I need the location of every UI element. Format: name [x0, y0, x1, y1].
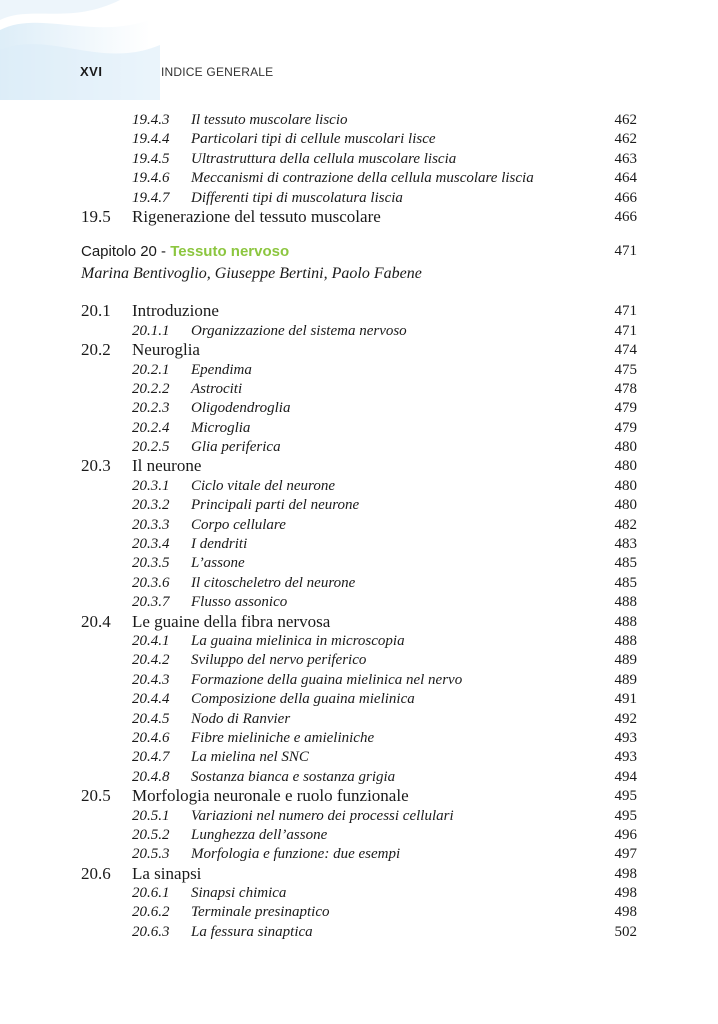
toc-entry-num: 19.5 [81, 206, 111, 226]
toc-entry-title: Corpo cellulare [191, 516, 286, 533]
toc-entry-page: 482 [614, 516, 637, 533]
toc-entry-page: 493 [614, 729, 637, 746]
toc-entry-num: 20.5.1 [132, 807, 170, 824]
toc-entry-num: 20.2.1 [132, 361, 170, 378]
page-number: XVI [80, 64, 103, 79]
toc-entry-title: Meccanismi di contrazione della cellula muscolare liscia [191, 170, 534, 187]
toc-entry-title: Nodo di Ranvier [191, 710, 291, 727]
toc-entry-num: 19.4.5 [132, 150, 170, 167]
toc-entry-title: Sinapsi chimica [191, 885, 287, 902]
chapter-heading [0, 241, 718, 265]
toc-entry-page: 498 [614, 885, 637, 902]
toc-entry-page: 491 [614, 691, 637, 708]
toc-entry-page: 488 [614, 632, 637, 649]
toc-entry-title: Differenti tipi di muscolatura liscia [191, 189, 403, 206]
toc-entry-page: 488 [614, 594, 637, 611]
toc-entry-page: 495 [614, 788, 637, 805]
page-header [0, 64, 718, 84]
toc-entry-page: 483 [614, 536, 637, 553]
toc-entry-title: Il neurone [132, 456, 202, 476]
toc-entry-page: 463 [614, 150, 637, 167]
toc-entry-num: 20.3.3 [132, 516, 170, 533]
toc-entry-num: 20.3.7 [132, 594, 170, 611]
toc-section-row [0, 456, 718, 475]
toc-entry-title: Oligodendroglia [191, 400, 291, 417]
toc-entry-page: 480 [614, 477, 637, 494]
toc-entry-num: 20.3.5 [132, 555, 170, 572]
toc-entry-num: 20.5.3 [132, 846, 170, 863]
toc-entries [0, 301, 718, 941]
toc-subsection-row [0, 553, 718, 572]
toc-entry-title: Organizzazione del sistema nervoso [191, 322, 407, 339]
toc-entry-num: 19.4.3 [132, 112, 170, 128]
toc-entry-num: 20.4.7 [132, 749, 170, 766]
toc-entry-num: 20.6.3 [132, 923, 170, 940]
toc-entry-title: L’assone [191, 555, 245, 572]
toc-subsection-row [0, 398, 718, 417]
toc-entry-page: 498 [614, 865, 637, 882]
toc-entry-num: 20.4.2 [132, 652, 170, 669]
toc-entry-num: 20.2.3 [132, 400, 170, 417]
toc-subsection-row [0, 495, 718, 514]
toc-entry-page: 480 [614, 458, 637, 475]
toc-subsection-row [0, 379, 718, 398]
toc-subsection-row [0, 437, 718, 456]
toc-entry-num: 20.5.2 [132, 826, 170, 843]
toc-subsection-row [0, 709, 718, 728]
toc-subsection-row [0, 689, 718, 708]
toc-subsection-row [0, 825, 718, 844]
toc-entry-num: 20.4.1 [132, 632, 170, 649]
toc-entry-title: Principali parti del neurone [191, 497, 360, 514]
toc-subsection-row [0, 360, 718, 379]
toc-subsection-row [0, 476, 718, 495]
toc-subsection-row [0, 188, 718, 207]
toc-entry-num: 20.5 [81, 786, 111, 806]
toc-entry-title: I dendriti [191, 536, 248, 553]
toc-entry-page: 485 [614, 574, 637, 591]
toc-entry-page: 488 [614, 613, 637, 630]
toc-entry-num: 19.4.6 [132, 170, 170, 187]
toc-entry-num: 20.4.5 [132, 710, 170, 727]
toc-entry-title: Sostanza bianca e sostanza grigia [191, 768, 396, 785]
chapter-prefix: Capitolo 20 [81, 243, 157, 261]
toc-entry-page: 497 [614, 846, 637, 863]
toc-entry-title: Astrociti [191, 380, 243, 397]
toc-entry-page: 479 [614, 419, 637, 436]
toc-entry-title: Variazioni nel numero dei processi cellulari [191, 807, 454, 824]
toc-entry-page: 474 [614, 342, 637, 359]
toc-entry-title: Introduzione [132, 301, 219, 321]
toc-subsection-row [0, 631, 718, 650]
decorative-wave-graphic [0, 0, 160, 100]
toc-entry-page: 498 [614, 904, 637, 921]
toc-section-row [0, 864, 718, 883]
toc-subsection-row [0, 418, 718, 437]
toc-subsection-row [0, 922, 718, 941]
toc-entry-num: 20.2.2 [132, 380, 170, 397]
toc-entry-num: 19.4.4 [132, 131, 170, 148]
toc-entry-page: 495 [614, 807, 637, 824]
toc-entry-title: Formazione della guaina mielinica nel nervo [191, 671, 463, 688]
toc-entry-page: 471 [614, 303, 637, 320]
toc-entry-title: Ultrastruttura della cellula muscolare liscia [191, 150, 457, 167]
chapter-name: Tessuto nervoso [170, 243, 290, 261]
toc-subsection-row [0, 767, 718, 786]
toc-section-row [0, 207, 718, 226]
toc-subsection-row [0, 534, 718, 553]
toc-entry-page: 502 [614, 923, 637, 940]
toc-entry-title: Fibre mieliniche e amieliniche [191, 729, 375, 746]
toc-entry-title: La guaina mielinica in microscopia [191, 632, 405, 649]
toc-entry-title: Morfologia neuronale e ruolo funzionale [132, 786, 409, 806]
toc-entry-title: Glia periferica [191, 439, 281, 456]
toc-entry-page: 471 [614, 322, 637, 339]
toc-subsection-row [0, 747, 718, 766]
toc-entry-num: 20.4.3 [132, 671, 170, 688]
toc-subsection-row [0, 573, 718, 592]
toc-entry-title: Neuroglia [132, 340, 200, 360]
toc-entry-title: La mielina nel SNC [191, 749, 309, 766]
toc-entry-page: 466 [614, 208, 637, 225]
toc-entry-page: 492 [614, 710, 637, 727]
toc-entry-page: 478 [614, 380, 637, 397]
toc-entry-title: Composizione della guaina mielinica [191, 691, 415, 708]
toc-subsection-row [0, 149, 718, 168]
authors-text: Marina Bentivoglio, Giuseppe Bertini, Paolo Fabene [81, 265, 422, 283]
toc-subsection-row [0, 728, 718, 747]
toc-entry-title: Rigenerazione del tessuto muscolare [132, 206, 381, 226]
toc-entry-page: 489 [614, 671, 637, 688]
toc-entry-num: 19.4.7 [132, 189, 170, 206]
toc-entry-page: 464 [614, 170, 637, 187]
toc-entry-num: 20.4.8 [132, 768, 170, 785]
toc-entry-title: Ciclo vitale del neurone [191, 477, 335, 494]
toc-section-row [0, 301, 718, 320]
toc-entry-page: 496 [614, 826, 637, 843]
toc-section-row [0, 786, 718, 805]
toc-entry-page: 466 [614, 189, 637, 206]
toc-subsection-row [0, 806, 718, 825]
chapter-separator: - [156, 243, 171, 261]
toc-entry-num: 20.3.6 [132, 574, 170, 591]
toc-entry-title: Terminale presinaptico [191, 904, 330, 921]
toc-entry-page: 480 [614, 497, 637, 514]
running-title: INDICE GENERALE [161, 65, 274, 79]
toc-entry-page: 489 [614, 652, 637, 669]
toc-entry-num: 20.3.1 [132, 477, 170, 494]
toc-subsection-row [0, 592, 718, 611]
toc-subsection-row [0, 670, 718, 689]
toc-entry-num: 20.1 [81, 301, 111, 321]
toc-subsection-row [0, 321, 718, 340]
toc-entry-page: 480 [614, 439, 637, 456]
toc-entry-num: 20.2.5 [132, 439, 170, 456]
toc-subsection-row [0, 883, 718, 902]
toc-subsection-row [0, 129, 718, 148]
toc-subsection-row [0, 168, 718, 187]
toc-entry-page: 462 [614, 112, 637, 128]
chapter-page: 471 [614, 243, 637, 260]
toc-subsection-row [0, 110, 718, 129]
toc-section-row [0, 340, 718, 359]
toc-entry-title: Flusso assonico [191, 594, 288, 611]
toc-entry-title: Morfologia e funzione: due esempi [191, 846, 401, 863]
toc-entries-before [0, 110, 718, 226]
toc-entry-num: 20.3.4 [132, 536, 170, 553]
toc-entry-num: 20.6.2 [132, 904, 170, 921]
toc-entry-title: Particolari tipi di cellule muscolari lisce [191, 131, 436, 148]
toc-entry-num: 20.4 [81, 611, 111, 631]
toc-subsection-row [0, 515, 718, 534]
toc-entry-num: 20.2 [81, 340, 111, 360]
toc-entry-title: Il tessuto muscolare liscio [191, 112, 348, 128]
toc-entry-title: Sviluppo del nervo periferico [191, 652, 367, 669]
toc-entry-title: Microglia [191, 419, 251, 436]
toc-entry-num: 20.1.1 [132, 322, 170, 339]
toc-entry-num: 20.4.6 [132, 729, 170, 746]
toc-subsection-row [0, 844, 718, 863]
toc-subsection-row [0, 902, 718, 921]
toc-entry-page: 479 [614, 400, 637, 417]
chapter-authors [0, 265, 718, 287]
toc-entry-title: La sinapsi [132, 863, 202, 883]
toc-entry-title: La fessura sinaptica [191, 923, 313, 940]
toc-entry-page: 485 [614, 555, 637, 572]
toc-entry-page: 475 [614, 361, 637, 378]
toc-entry-num: 20.3 [81, 456, 111, 476]
toc-section-row [0, 612, 718, 631]
toc-entry-num: 20.4.4 [132, 691, 170, 708]
table-of-contents [0, 110, 718, 941]
toc-entry-title: Le guaine della fibra nervosa [132, 611, 331, 631]
toc-entry-title: Lunghezza dell’assone [191, 826, 328, 843]
toc-entry-title: Il citoscheletro del neurone [191, 574, 356, 591]
toc-entry-num: 20.3.2 [132, 497, 170, 514]
toc-entry-page: 493 [614, 749, 637, 766]
toc-subsection-row [0, 650, 718, 669]
toc-entry-num: 20.6 [81, 863, 111, 883]
toc-entry-num: 20.2.4 [132, 419, 170, 436]
toc-entry-page: 494 [614, 768, 637, 785]
toc-entry-title: Ependima [191, 361, 252, 378]
toc-entry-page: 462 [614, 131, 637, 148]
toc-entry-num: 20.6.1 [132, 885, 170, 902]
